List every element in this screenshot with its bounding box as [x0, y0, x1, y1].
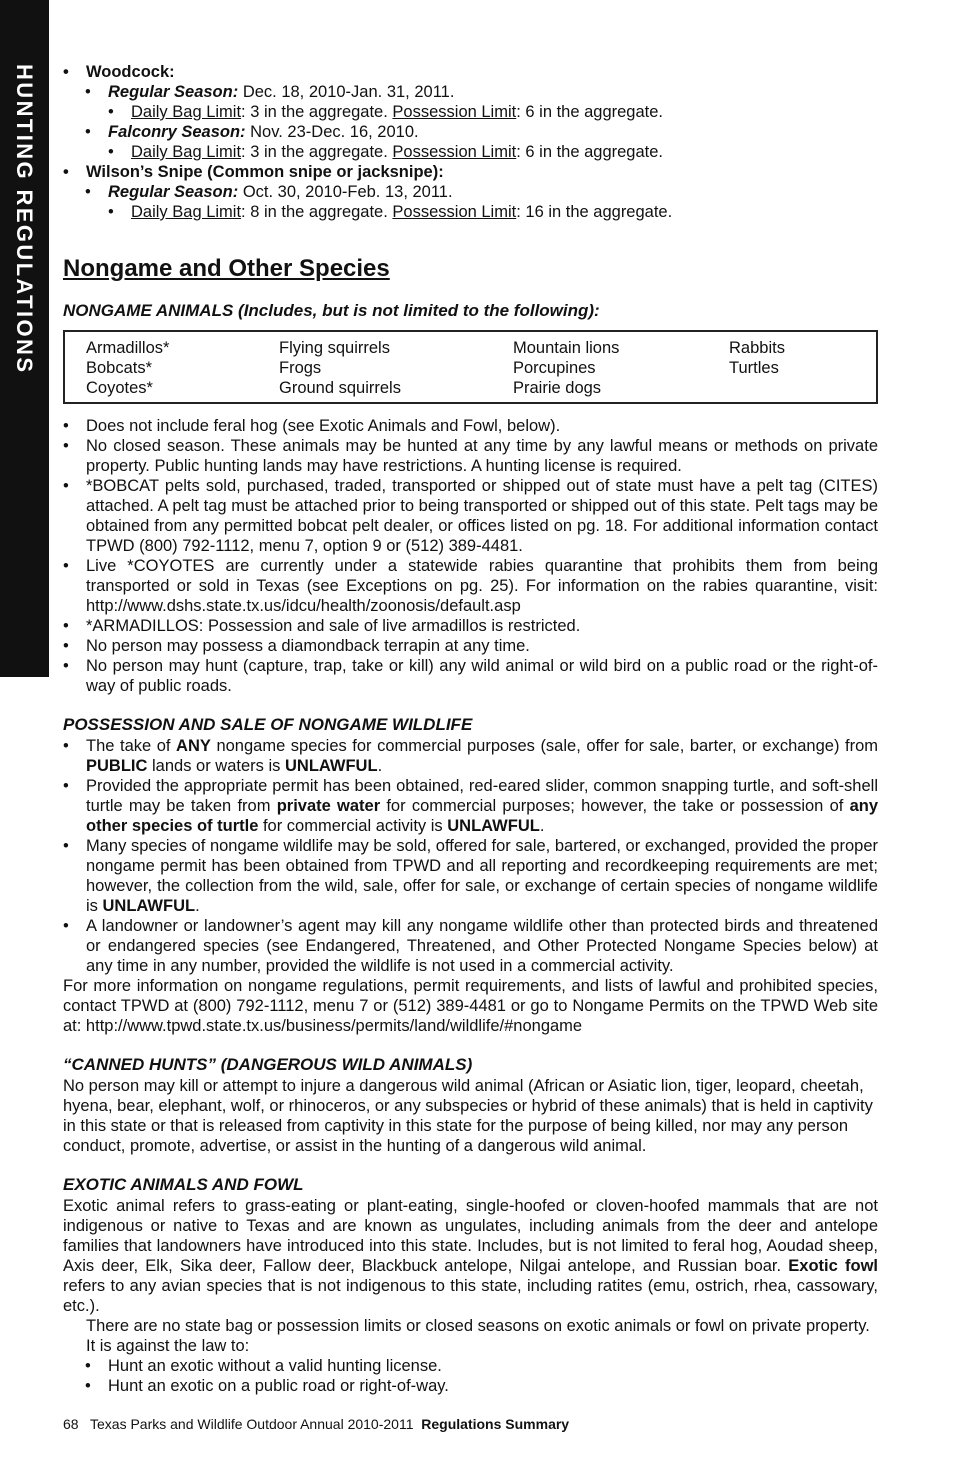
season-dates: Oct. 30, 2010-Feb. 13, 2011. — [242, 183, 453, 201]
season-dates: Nov. 23-Dec. 16, 2010. — [250, 123, 419, 141]
nongame-bullets — [63, 416, 878, 696]
animal-name: Porcupines — [513, 359, 596, 377]
list-item — [63, 836, 878, 916]
canned-hunts-paragraph: No person may kill or attempt to injure a dangerous wild animal (African or Asiatic lion, tiger, leopard, cheetah, hyena, bear, elephant, wolf, or rhinoceros, or any subspecies or hybrid of these animals) that is held in captivity in this state or that is released from captivity in this state for the purpose of being killed, nor may any person conduct, promote, advertise, or assist in the hunting of a dangerous wild animal. — [63, 1077, 873, 1155]
emphasis: ANY — [176, 737, 211, 755]
emphasis: UNLAWFUL — [447, 817, 540, 835]
nongame-animals-box — [63, 330, 878, 404]
bag-limit-value: : 3 in the aggregate. — [241, 143, 393, 161]
sidebar-label: HUNTING REGULATIONS — [12, 64, 37, 375]
text: . — [377, 757, 383, 775]
list-item — [63, 736, 878, 776]
list-item: • Hunt an exotic without a valid hunting license. — [63, 1356, 878, 1376]
possession-limit-value: : 6 in the aggregate. — [516, 103, 664, 121]
snipe-regular-limits — [63, 202, 878, 222]
season-label: Regular Season: — [108, 83, 239, 101]
emphasis: Exotic fowl — [788, 1257, 878, 1275]
animal-name: Ground squirrels — [279, 379, 401, 397]
bag-limit-label: Daily Bag Limit — [131, 143, 242, 161]
animal-column — [729, 338, 785, 378]
exotic-paragraph-2: There are no state bag or possession limits or closed seasons on exotic animals or fowl on private property. It is against the law to: — [86, 1317, 870, 1355]
snipe-regular-season — [63, 182, 878, 202]
animal-name: Mountain lions — [513, 339, 620, 357]
emphasis: UNLAWFUL — [284, 757, 378, 775]
woodcock-falconry-limits — [63, 142, 878, 162]
snipe-title: • Wilson’s Snipe (Common snipe or jacksnipe): — [63, 162, 878, 182]
text: for commercial purposes; however, the take or possession of — [380, 797, 850, 815]
text: Exotic animal refers to grass-eating or plant-eating, single-hoofed or cloven-hoofed mammals that are not indigenous or native to Texas and are known as ungulates, including animals from the deer and antelope families that landowners have introduced into this state. Includes, but is not limited to feral hog, Aoudad sheep, Axis deer, Elk, Sika deer, Fallow deer, Blackbuck antelope, Nilgai antelope, and Russian boar. — [63, 1197, 878, 1275]
exotic-paragraph — [63, 1196, 878, 1316]
bag-limit-label: Daily Bag Limit — [131, 103, 242, 121]
woodcock-regular-season — [63, 82, 878, 102]
bag-limit-label: Daily Bag Limit — [131, 203, 242, 221]
season-label: Regular Season: — [108, 183, 239, 201]
section-title: Nongame and Other Species — [63, 255, 390, 282]
section-name: Regulations Summary — [421, 1416, 570, 1432]
season-dates: Dec. 18, 2010-Jan. 31, 2011. — [242, 83, 455, 101]
sidebar-tab — [0, 0, 49, 677]
bag-limit-value: : 3 in the aggregate. — [241, 103, 393, 121]
bag-limit-value: : 8 in the aggregate. — [241, 203, 393, 221]
emphasis: any other species of turtle — [86, 797, 878, 835]
animal-name: Flying squirrels — [279, 339, 390, 357]
list-item: • *ARMADILLOS: Possession and sale of live armadillos is restricted. — [63, 616, 878, 636]
animal-name: Prairie dogs — [513, 379, 602, 397]
list-item: • *BOBCAT pelts sold, purchased, traded, transported or shipped out of state must have a pelt tag (CITES) attached. A pelt tag must be attached prior to being transported or shipped out of this state. Pelt tags may be obtained from any permitted bobcat pelt dealer, or offices listed on pg. 18. For additional information contact TPWD (800) 792-1112, menu 7, option 9 or (512) 389-4481. — [63, 476, 878, 556]
canned-hunts-heading: “CANNED HUNTS” (DANGEROUS WILD ANIMALS) — [63, 1055, 473, 1074]
possession-limit-label: Possession Limit — [392, 143, 517, 161]
text: Provided the appropriate permit has been obtained, red-eared slider, common snapping turtle, and soft-shell turtle may be taken from — [86, 777, 878, 815]
woodcock-regular-limits — [63, 102, 878, 122]
list-item: • No person may hunt (capture, trap, take or kill) any wild animal or wild bird on a public road or the right-of-way of public roads. — [63, 656, 878, 696]
animal-column — [513, 338, 619, 398]
animal-name: Armadillos* — [86, 339, 170, 357]
nongame-heading: NONGAME ANIMALS (Includes, but is not limited to the following): — [63, 301, 600, 320]
list-item: • Hunt an exotic on a public road or right-of-way. — [63, 1376, 878, 1396]
page-footer — [63, 1416, 569, 1432]
page-content — [63, 62, 878, 1396]
animal-column — [279, 338, 401, 398]
emphasis: UNLAWFUL — [102, 897, 196, 915]
list-item: • No person may possess a diamondback terrapin at any time. — [63, 636, 878, 656]
animal-column — [86, 338, 169, 398]
emphasis: PUBLIC — [86, 757, 148, 775]
animal-name: Rabbits — [729, 339, 785, 357]
emphasis: private water — [276, 797, 381, 815]
text: . — [539, 817, 545, 835]
list-item: • A landowner or landowner’s agent may kill any nongame wildlife other than protected birds and threatened or endangered species (see Endangered, Threatened, and Other Protected Nongame Species below) at any time in any number, provided the wildlife is not used in a commercial activity. — [63, 916, 878, 976]
possession-limit-label: Possession Limit — [392, 103, 517, 121]
woodcock-title: • Woodcock: — [63, 62, 878, 82]
text: refers to any avian species that is not indigenous to this state, including ratites (emu, ostrich, rhea, cassowary, etc.). — [63, 1277, 878, 1315]
animal-name: Coyotes* — [86, 379, 153, 397]
possession-limit-value: : 6 in the aggregate. — [516, 143, 664, 161]
page-number: 68 — [63, 1416, 79, 1432]
exotic-heading: EXOTIC ANIMALS AND FOWL — [63, 1175, 304, 1194]
woodcock-falconry-season — [63, 122, 878, 142]
text: The take of — [86, 737, 177, 755]
possession-heading: POSSESSION AND SALE OF NONGAME WILDLIFE — [63, 715, 473, 734]
possession-limit-value: : 16 in the aggregate. — [516, 203, 673, 221]
text: Many species of nongame wildlife may be sold, offered for sale, bartered, or exchanged, provided the proper nongame permit has been obtained from TPWD and all reporting and recordkeeping requirements are met; however, the collection from the wild, sale, offer for sale, or exchange of certain species of nongame wildlife is — [86, 837, 878, 915]
more-info-paragraph: For more information on nongame regulations, permit requirements, and lists of lawful and prohibited species, contact TPWD at (800) 792-1112, menu 7 or (512) 389-4481 or go to Nongame Permits on the TPWD Web site at: http://www.tpwd.state.tx.us/business/permits/land/wildlife/#nongame — [63, 977, 878, 1035]
list-item: • No closed season. These animals may be hunted at any time by any lawful means or methods on private property. Public hunting lands may have restrictions. A hunting license is required. — [63, 436, 878, 476]
text: lands or waters is — [147, 757, 285, 775]
animal-name: Bobcats* — [86, 359, 153, 377]
text: . — [195, 897, 200, 915]
list-item: • Live *COYOTES are currently under a statewide rabies quarantine that prohibits them from being transported or sold in Texas (see Exceptions on pg. 25). For information on the rabies quarantine, visit: http://www.dshs.state.tx.us/idcu/health/zoonosis/default.asp — [63, 556, 878, 616]
text: nongame species for commercial purposes (sale, offer for sale, barter, or exchange) from — [210, 737, 878, 755]
list-item: • Does not include feral hog (see Exotic Animals and Fowl, below). — [63, 416, 878, 436]
animal-name: Frogs — [279, 359, 322, 377]
possession-limit-label: Possession Limit — [392, 203, 517, 221]
season-label: Falconry Season: — [108, 123, 246, 141]
text: for commercial activity is — [258, 817, 448, 835]
animal-name: Turtles — [729, 359, 779, 377]
list-item — [63, 776, 878, 836]
publication-title: Texas Parks and Wildlife Outdoor Annual 2010-2011 — [90, 1416, 414, 1432]
